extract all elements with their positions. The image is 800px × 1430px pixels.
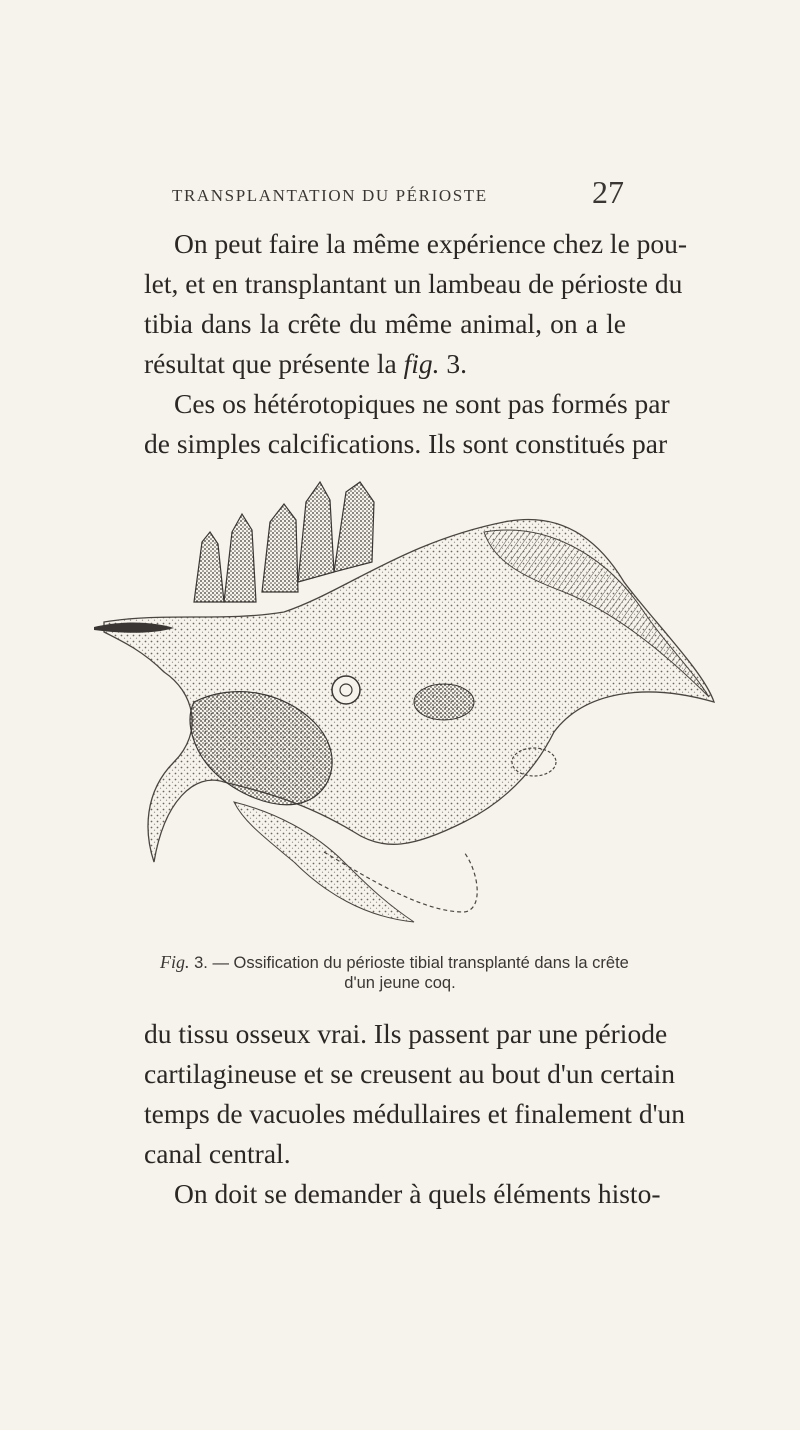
caption-line-1 bbox=[160, 952, 629, 973]
text-segment: résultat que présente la bbox=[144, 348, 404, 379]
running-title: TRANSPLANTATION DU PÉRIOSTE bbox=[172, 186, 488, 205]
text-line: canal central. bbox=[144, 1138, 291, 1169]
caption-line-2: d'un jeune coq. bbox=[344, 974, 456, 992]
text-line: de simples calcifications. Ils sont constitués par bbox=[144, 428, 668, 459]
text-line: du tissu osseux vrai. Ils passent par une période bbox=[144, 1018, 668, 1049]
page-number: 27 bbox=[592, 174, 624, 210]
text-line: let, et en transplantant un lambeau de périoste du bbox=[144, 268, 683, 299]
figure-reference: fig. bbox=[403, 348, 440, 379]
text-line: tibia dans la crête du même animal, on a le bbox=[144, 308, 626, 339]
text-line: On doit se demander à quels éléments histo- bbox=[174, 1178, 661, 1209]
figure-label: Fig. bbox=[160, 952, 190, 972]
figure-number: 3. bbox=[194, 954, 208, 972]
figure-illustration bbox=[84, 472, 720, 942]
text-line bbox=[144, 346, 626, 382]
text-line: temps de vacuoles médullaires et finalement d'un bbox=[144, 1098, 686, 1129]
text-line: cartilagineuse et se creusent au bout d'un certain bbox=[144, 1058, 676, 1089]
text-segment: 3. bbox=[439, 348, 468, 379]
text-line: On peut faire la même expérience chez le pou- bbox=[174, 228, 688, 259]
caption-text: — Ossification du périoste tibial transplanté dans la crête bbox=[212, 954, 629, 972]
text-line: Ces os hétérotopiques ne sont pas formés par bbox=[174, 388, 670, 419]
page-header bbox=[172, 176, 624, 216]
